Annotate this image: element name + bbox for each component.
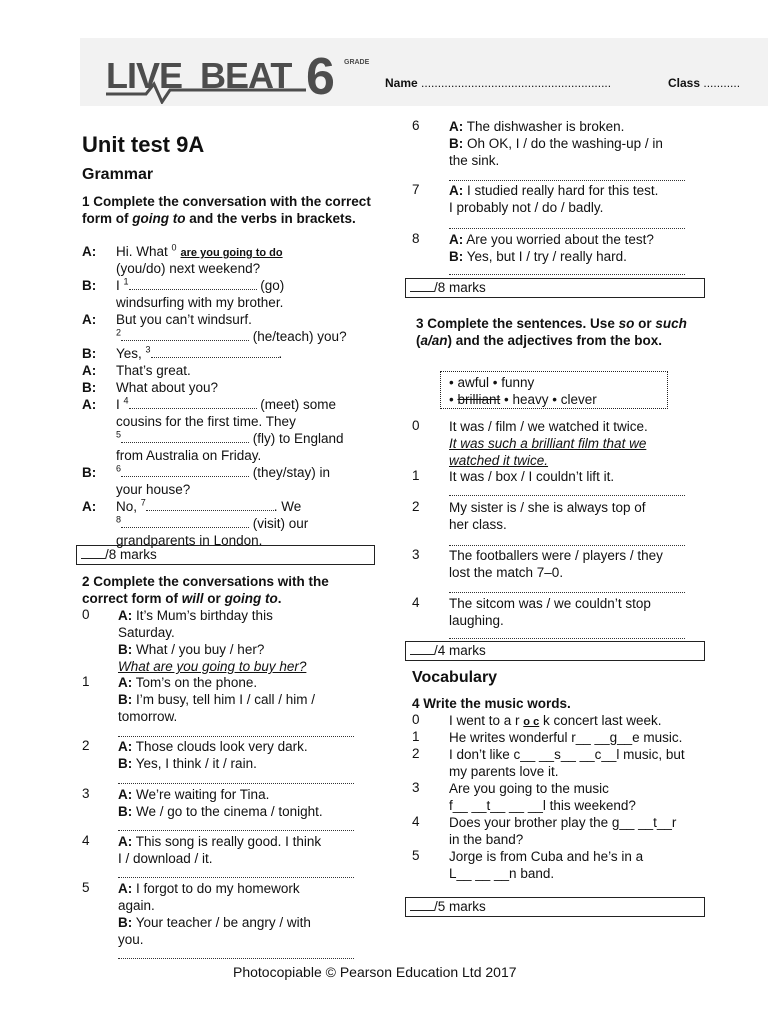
item-number: 3 xyxy=(412,780,420,795)
conversation-line: from Australia on Friday. xyxy=(116,448,262,463)
item-number: 4 xyxy=(412,814,420,829)
model-answer: What are you going to buy her? xyxy=(118,659,307,674)
item-line: The sitcom was / we couldn’t stop xyxy=(449,596,651,611)
conversation-line: I $^1$ (go) xyxy=(116,276,285,293)
answer-line[interactable] xyxy=(449,545,685,546)
conversation-line: I $^4$ (meet) some xyxy=(116,395,337,412)
svg-text:BEAT: BEAT xyxy=(200,55,292,96)
page-title: Unit test 9A xyxy=(82,132,205,157)
item-number: 1 xyxy=(82,674,90,689)
item-line: A: The dishwasher is broken. xyxy=(449,119,625,134)
item-line: A: I forgot to do my homework xyxy=(118,881,300,896)
footer: Photocopiable © Pearson Education Ltd 2017 xyxy=(233,964,517,980)
box-line: • brilliant • heavy • clever xyxy=(449,392,597,407)
item-line: again. xyxy=(118,898,155,913)
item-number: 1 xyxy=(412,468,420,483)
item-line: B: Yes, but I / try / really hard. xyxy=(449,249,627,264)
conversation-line: grandparents in London. xyxy=(116,533,263,548)
conversation-line: $^2$ (he/teach) you? xyxy=(116,327,347,344)
item-line: Saturday. xyxy=(118,625,175,640)
item-line: B: We / go to the cinema / tonight. xyxy=(118,804,323,819)
ex1-marks-box: /8 marks xyxy=(76,545,375,565)
logo-graphic xyxy=(106,48,376,104)
item-number: 3 xyxy=(412,547,420,562)
conversation-line: $^5$ (fly) to England xyxy=(116,429,344,446)
answer-blank[interactable] xyxy=(121,430,249,443)
item-line: I went to a r o c k concert last week. xyxy=(449,713,662,728)
speaker-label: A: xyxy=(82,312,97,327)
ex3-instruction: 3 Complete the sentences. Use so or such (a/an) and the adjectives from the box. xyxy=(416,316,687,348)
score-blank[interactable] xyxy=(410,642,434,655)
speaker-label: B: xyxy=(82,465,97,480)
item-number: 6 xyxy=(412,118,420,133)
item-line: f__ __t__ __ __l this weekend? xyxy=(449,798,636,813)
item-number: 0 xyxy=(82,607,90,622)
item-line: He writes wonderful r__ __g__e music. xyxy=(449,730,683,745)
svg-text:GRADE: GRADE xyxy=(344,59,370,66)
item-number: 5 xyxy=(412,848,420,863)
item-line: I don’t like c__ __s__ __c__l music, but xyxy=(449,747,685,762)
class-label: Class ........... xyxy=(668,76,741,90)
adjective-box xyxy=(440,371,668,409)
answer-line[interactable] xyxy=(449,592,685,593)
conversation-line: What about you? xyxy=(116,380,219,395)
ex2-instruction: 2 Complete the conversations with the correct form of will or going to. xyxy=(82,574,329,606)
item-number: 2 xyxy=(412,499,420,514)
model-answer: are you going to do xyxy=(180,247,283,259)
item-line: tomorrow. xyxy=(118,709,178,724)
speaker-label: B: xyxy=(82,380,97,395)
item-number: 5 xyxy=(82,880,90,895)
model-answer: o c xyxy=(523,716,540,728)
speaker-label: B: xyxy=(82,346,97,361)
conversation-line: Yes, $^3$ . xyxy=(116,344,283,361)
item-line: L__ __ __n band. xyxy=(449,866,555,881)
vocabulary-heading: Vocabulary xyxy=(412,669,498,686)
name-field[interactable]: ......................................................... xyxy=(421,76,612,90)
item-number: 7 xyxy=(412,182,420,197)
item-line: Are you going to the music xyxy=(449,781,609,796)
model-answer: watched it twice. xyxy=(449,453,549,468)
item-line: A: Are you worried about the test? xyxy=(449,232,654,247)
item-number: 4 xyxy=(412,595,420,610)
item-number: 1 xyxy=(412,729,420,744)
answer-line[interactable] xyxy=(449,180,685,181)
answer-blank[interactable] xyxy=(151,345,279,358)
speaker-label: A: xyxy=(82,499,97,514)
conversation-line: your house? xyxy=(116,482,191,497)
item-number: 0 xyxy=(412,712,420,727)
score-blank[interactable] xyxy=(81,546,105,559)
item-line: It was / film / we watched it twice. xyxy=(449,419,648,434)
answer-line[interactable] xyxy=(118,958,354,959)
item-number: 0 xyxy=(412,418,420,433)
class-field[interactable]: ........... xyxy=(703,76,741,90)
item-line: B: I’m busy, tell him I / call / him / xyxy=(118,692,316,707)
item-line: I probably not / do / badly. xyxy=(449,200,604,215)
conversation-line: $^8$ (visit) our xyxy=(116,514,309,531)
answer-line[interactable] xyxy=(118,736,354,737)
score-blank[interactable] xyxy=(410,898,434,911)
item-number: 2 xyxy=(412,746,420,761)
logo xyxy=(106,48,376,104)
item-number: 3 xyxy=(82,786,90,801)
item-number: 2 xyxy=(82,738,90,753)
ex3-marks-box: /4 marks xyxy=(405,641,705,661)
conversation-line: cousins for the first time. They xyxy=(116,414,296,429)
ex2-marks-box: /8 marks xyxy=(405,278,705,298)
model-answer: It was such a brilliant film that we xyxy=(449,436,647,451)
answer-line[interactable] xyxy=(118,830,354,831)
answer-blank[interactable] xyxy=(121,515,249,528)
answer-line[interactable] xyxy=(449,495,685,496)
ex1-instruction: 1 Complete the conversation with the correct form of going to and the verbs in brackets. xyxy=(82,194,371,226)
item-line: B: What / you buy / her? xyxy=(118,642,265,657)
item-line: A: Tom’s on the phone. xyxy=(118,675,258,690)
answer-blank[interactable] xyxy=(121,464,249,477)
item-number: 8 xyxy=(412,231,420,246)
item-line: My sister is / she is always top of xyxy=(449,500,646,515)
conversation-line: No, $^7$ . We xyxy=(116,497,302,514)
svg-text:LIVE: LIVE xyxy=(106,55,183,96)
item-line: the sink. xyxy=(449,153,500,168)
answer-line[interactable] xyxy=(118,783,354,784)
item-line: A: I studied really hard for this test. xyxy=(449,183,659,198)
ex4-marks-box: /5 marks xyxy=(405,897,705,917)
conversation-line: Hi. What $^0$ are you going to do xyxy=(116,242,283,259)
item-line: A: Those clouds look very dark. xyxy=(118,739,308,754)
item-line: Does your brother play the g__ __t__r xyxy=(449,815,677,830)
conversation-line: (you/do) next weekend? xyxy=(116,261,261,276)
item-line: The footballers were / players / they xyxy=(449,548,663,563)
item-line: her class. xyxy=(449,517,507,532)
item-number: 4 xyxy=(82,833,90,848)
item-line: Jorge is from Cuba and he’s in a xyxy=(449,849,644,864)
item-line: lost the match 7–0. xyxy=(449,565,564,580)
item-line: laughing. xyxy=(449,613,504,628)
conversation-line: But you can’t windsurf. xyxy=(116,312,252,327)
conversation-line: $^6$ (they/stay) in xyxy=(116,463,331,480)
ex4-instruction: 4 Write the music words. xyxy=(412,696,571,711)
item-line: I / download / it. xyxy=(118,851,213,866)
item-line: in the band? xyxy=(449,832,524,847)
item-line: A: We’re waiting for Tina. xyxy=(118,787,270,802)
conversation-line: That’s great. xyxy=(116,363,191,378)
speaker-label: A: xyxy=(82,363,97,378)
answer-blank[interactable] xyxy=(129,396,257,409)
name-label: Name ......................................................... xyxy=(385,76,612,90)
item-line: It was / box / I couldn’t lift it. xyxy=(449,469,615,484)
item-line: you. xyxy=(118,932,144,947)
answer-line[interactable] xyxy=(449,228,685,229)
speaker-label: B: xyxy=(82,278,97,293)
item-line: B: Yes, I think / it / rain. xyxy=(118,756,257,771)
answer-line[interactable] xyxy=(449,638,685,639)
speaker-label: A: xyxy=(82,397,97,412)
item-line: A: It’s Mum’s birthday this xyxy=(118,608,273,623)
speaker-label: A: xyxy=(82,244,97,259)
item-line: B: Your teacher / be angry / with xyxy=(118,915,311,930)
answer-line[interactable] xyxy=(449,274,685,275)
answer-blank[interactable] xyxy=(129,277,257,290)
answer-blank[interactable] xyxy=(121,328,249,341)
svg-text:6: 6 xyxy=(306,48,335,104)
answer-blank[interactable] xyxy=(146,498,274,511)
item-line: B: Oh OK, I / do the washing-up / in xyxy=(449,136,663,151)
conversation-line: windsurfing with my brother. xyxy=(116,295,284,310)
item-line: A: This song is really good. I think xyxy=(118,834,322,849)
box-line: • awful • funny xyxy=(449,375,535,390)
grammar-heading: Grammar xyxy=(82,166,154,183)
answer-line[interactable] xyxy=(118,877,354,878)
score-blank[interactable] xyxy=(410,279,434,292)
item-line: my parents love it. xyxy=(449,764,559,779)
